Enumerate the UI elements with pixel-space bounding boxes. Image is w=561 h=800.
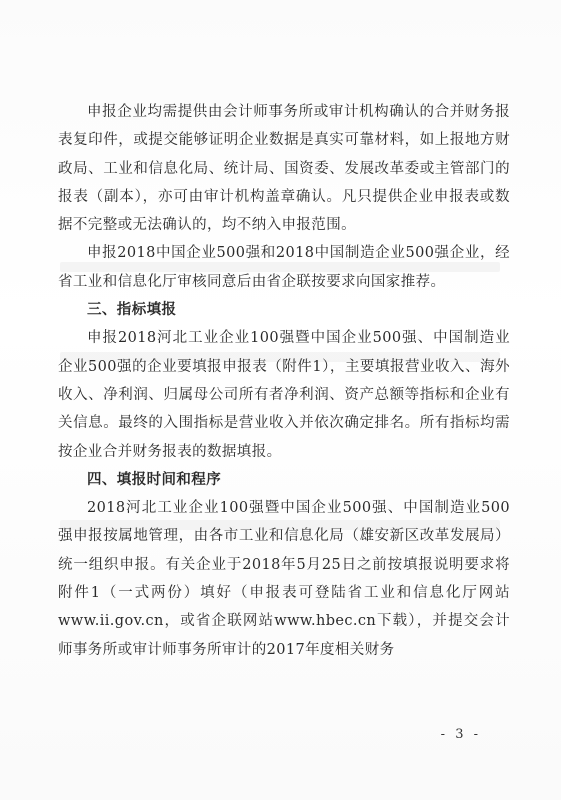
paragraph-indicator-reporting: 申报2018河北工业企业100强暨中国企业500强、中国制造业企业500强的企业要填报申报表（附件1），主要填报营业收入、海外收入、净利润、归属母公司所有者净利润、资产总额等指标和企业有关信息。最终的入围指标是营业收入并依次确定排名。所有指标均需按企业合并财务报表的数据填报。 (58, 330, 510, 460)
section-heading-time-and-procedure: 四、填报时间和程序 (87, 471, 222, 488)
paragraph-financial-statements: 申报企业均需提供由会计师事务所或审计机构确认的合并财务报表复印件，或提交能够证明企业数据是真实可靠材料，如上报地方财政局、工业和信息化局、统计局、国资委、发展改革委或主管部门的报表（副本），亦可由审计机构盖章确认。凡只提供企业申报表或数据不完整或无法确认的，均不纳入申报范围。 (58, 104, 510, 234)
paragraph-national-recommendation: 申报2018中国企业500强和2018中国制造企业500强企业，经省工业和信息化厅审核同意后由省企联按要求向国家推荐。 (58, 245, 510, 290)
paragraph-time-and-procedure: 2018河北工业企业100强暨中国企业500强、中国制造业500强申报按属地管理，由各市工业和信息化局（雄安新区改革发展局）统一组织申报。有关企业于2018年5月25日之前按填报说明要求将附件1（一式两份）填好（申报表可登陆省工业和信息化厅网站www.ii.gov.cn，或省企联网站www.hbec.cn下载），并提交会计师事务所或审计师事务所审计的2017年度相关财务 (58, 500, 510, 658)
page-number: - 3 - (440, 727, 481, 742)
section-heading-indicator-reporting: 三、指标填报 (87, 302, 177, 319)
document-body (58, 98, 510, 664)
